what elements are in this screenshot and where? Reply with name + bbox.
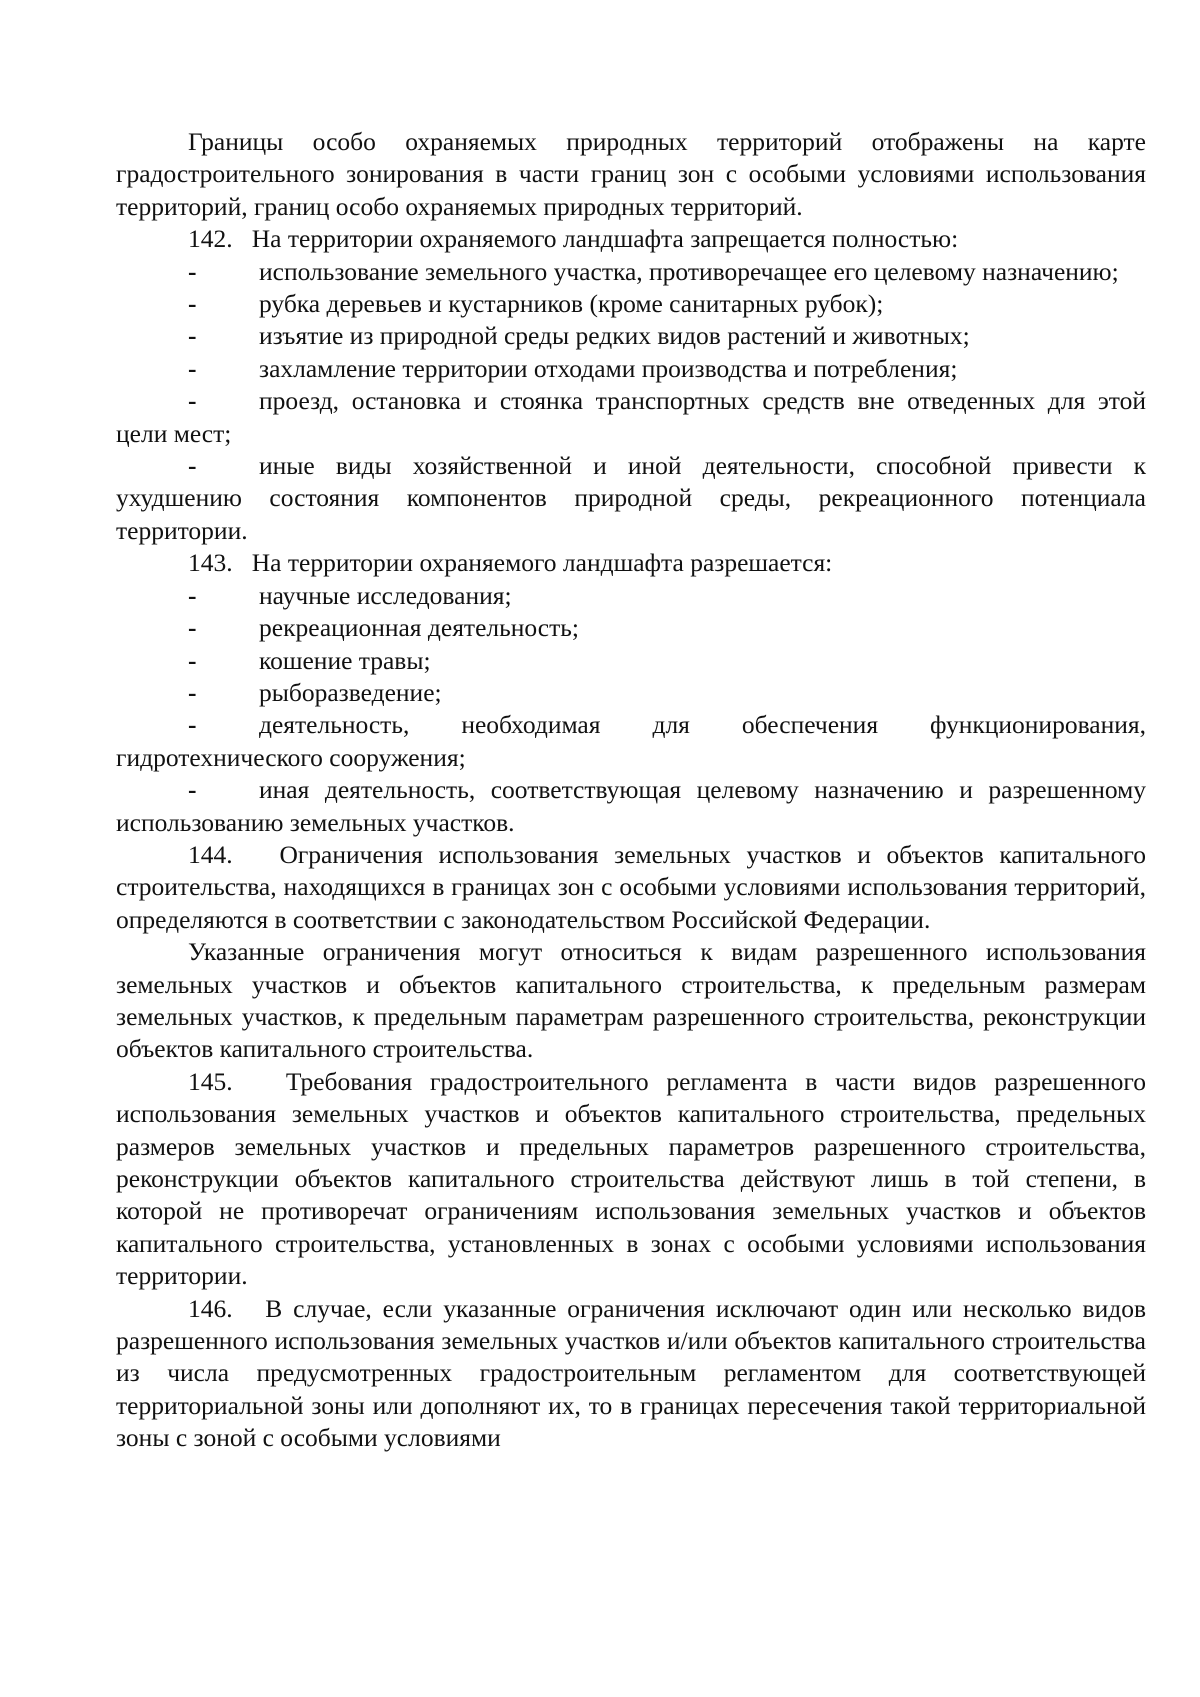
list-item	[116, 612, 1146, 644]
list-item-text: кошение травы;	[259, 645, 431, 675]
list-item-text: деятельность, необходимая для обеспечения функционирования, гидротехнического сооружения;	[116, 710, 1146, 772]
list-item-text: рекреационная деятельность;	[259, 613, 579, 643]
paragraph-number: 146.	[188, 1293, 233, 1323]
list-item-text: использование земельного участка, противоречащее его целевому назначению;	[259, 256, 1119, 286]
paragraph-number: 143.	[188, 548, 233, 578]
list-item-text: рубка деревьев и кустарников (кроме санитарных рубок);	[259, 289, 884, 319]
list-item	[116, 385, 1146, 450]
list-item-marker: -	[188, 289, 197, 319]
list-item	[116, 288, 1146, 320]
list-item-text: иные виды хозяйственной и иной деятельности, способной привести к ухудшению состояния компонентов природной среды, рекреационного потенциала территории.	[116, 451, 1146, 545]
list-item	[116, 774, 1146, 839]
paragraph-number: 142.	[188, 224, 233, 254]
list-item-marker: -	[188, 451, 197, 481]
list-item-marker: -	[188, 353, 197, 383]
paragraph: Границы особо охраняемых природных территорий отображены на карте градостроительного зонирования в части границ зон с особыми условиями использования территорий, границ особо охраняемых природных территорий.	[116, 127, 1146, 221]
list-item-text: проезд, остановка и стоянка транспортных средств вне отведенных для этой цели мест;	[116, 386, 1146, 448]
list-item-text: захламление территории отходами производства и потребления;	[259, 353, 958, 383]
list-item-marker: -	[188, 645, 197, 675]
document-body	[116, 126, 1146, 1455]
paragraph-number: 145.	[188, 1066, 233, 1096]
list-item	[116, 353, 1146, 385]
list-item	[116, 677, 1146, 709]
list-item	[116, 320, 1146, 352]
paragraph-text: На территории охраняемого ландшафта разрешается:	[251, 548, 833, 578]
numbered-paragraph	[116, 1293, 1146, 1455]
list-item	[116, 450, 1146, 547]
numbered-paragraph	[116, 547, 1146, 579]
list-item	[116, 645, 1146, 677]
list-item-text: иная деятельность, соответствующая целевому назначению и разрешенному использованию земельных участков.	[116, 775, 1146, 837]
list-item-text: изъятие из природной среды редких видов растений и животных;	[259, 321, 970, 351]
list-item	[116, 580, 1146, 612]
list-item-text: рыборазведение;	[259, 677, 442, 707]
paragraph-text: Требования градостроительного регламента в части видов разрешенного использования земельных участков и объектов капитального строительства, предельных размеров земельных участков и предельных параметров разрешенного строительства, реконструкции объектов капитального строительства действуют лишь в той степени, в которой не противоречат ограничениям использования земельных участков и объектов капитального строительства, установленных в зонах с особыми условиями использования территории.	[116, 1066, 1146, 1291]
paragraph-text: В случае, если указанные ограничения исключают один или несколько видов разрешенного использования земельных участков и/или объектов капитального строительства из числа предусмотренных градостроительным регламентом для соответствующей территориальной зоны или дополняют их, то в границах пересечения такой территориальной зоны с зоной с особыми условиями	[116, 1293, 1146, 1453]
list-item	[116, 256, 1146, 288]
paragraph-number: 144.	[188, 839, 233, 869]
paragraph-text: На территории охраняемого ландшафта запрещается полностью:	[251, 224, 959, 254]
list-item-marker: -	[188, 256, 197, 286]
list-item-marker: -	[188, 386, 197, 416]
paragraph-text: Ограничения использования земельных участков и объектов капитального строительства, находящихся в границах зон с особыми условиями использования территорий, определяются в соответствии с законодательством Российской Федерации.	[116, 839, 1146, 934]
numbered-paragraph	[116, 223, 1146, 255]
list-item-marker: -	[188, 321, 197, 351]
list-item-text: научные исследования;	[259, 580, 512, 610]
paragraph: Указанные ограничения могут относиться к видам разрешенного использования земельных участков и объектов капитального строительства, к предельным размерам земельных участков, к предельным параметрам разрешенного строительства, реконструкции объектов капитального строительства.	[116, 937, 1146, 1064]
list-item	[116, 709, 1146, 774]
list-item-marker: -	[188, 710, 197, 740]
list-item-marker: -	[188, 580, 197, 610]
numbered-paragraph	[116, 1066, 1146, 1293]
list-item-marker: -	[188, 677, 197, 707]
numbered-paragraph	[116, 839, 1146, 936]
list-item-marker: -	[188, 775, 197, 805]
list-item-marker: -	[188, 613, 197, 643]
